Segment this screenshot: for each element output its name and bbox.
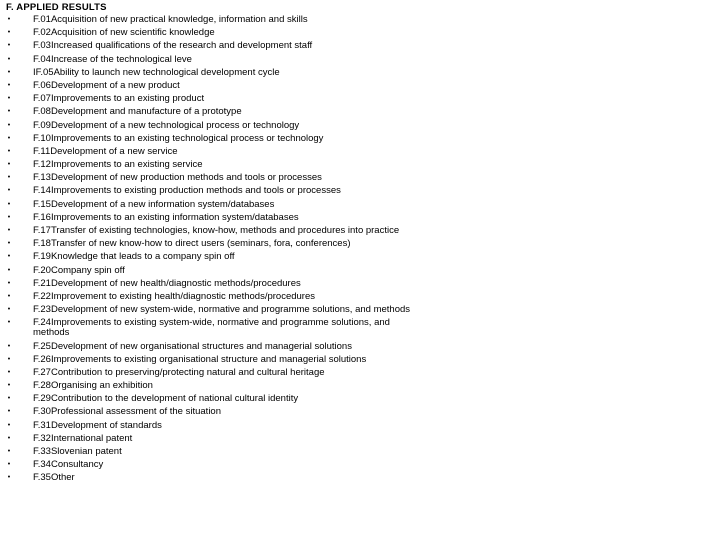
list-item-text: F.22Improvement to existing health/diagnostic methods/procedures [33,290,315,302]
list-item [6,94,425,104]
bullet-icon: • [7,55,11,63]
list-item-text: F.11Development of a new service [33,145,178,157]
bullet-icon: • [7,342,11,350]
bullet-icon: • [7,147,11,155]
list-item-text: F.01Acquisition of new practical knowledge, information and skills [33,14,308,25]
list-item [6,239,425,249]
list-item-text: F.18Transfer of new know-how to direct users (seminars, fora, conferences) [33,238,351,250]
bullet-icon: • [7,292,11,300]
list-item-text: F.19Knowledge that leads to a company spin off [33,251,235,263]
list-item [6,318,425,338]
bullet-icon: • [7,29,11,37]
list-item-text: F.29Contribution to the development of national cultural identity [33,393,299,405]
list-item-text: F.06Development of a new product [33,79,180,91]
bullet-icon: • [7,240,11,248]
bullet-icon: • [7,355,11,363]
list-item [6,305,425,315]
bullet-icon: • [7,474,11,482]
list-item-text: F.26Improvements to existing organisational structure and managerial solutions [33,353,367,365]
bullet-icon: • [7,121,11,129]
list-item-text: F.25Development of new organisational structures and managerial solutions [33,340,352,352]
list-item [6,173,425,183]
list-item [6,381,425,391]
bullet-icon: • [7,266,11,274]
list-item [6,421,425,431]
bullet-icon: • [7,382,11,390]
list-item-text: F.28Organising an exhibition [33,380,153,392]
list-item-text: F.03Increased qualifications of the research and development staff [33,40,313,52]
list-item-text: F.21Development of new health/diagnostic methods/procedures [33,277,301,289]
list-item-text: F.02Acquisition of new scientific knowledge [33,27,215,39]
list-item-text: F.08Development and manufacture of a prototype [33,106,242,118]
list-item [6,134,425,144]
bullet-icon: • [7,174,11,182]
list-item-text: F.13Development of new production methods and tools or processes [33,172,322,184]
list-item-text: F.12Improvements to an existing service [33,159,203,171]
bullet-icon: • [7,108,11,116]
list-item [6,28,425,38]
bullet-icon: • [7,81,11,89]
list-item [6,213,425,223]
list-item [6,147,425,157]
list-item-text: F.24Improvements to existing system-wide, normative and programme solutions, and methods [33,317,390,339]
list-item [6,160,425,170]
list-item [6,460,425,470]
list-item-text: F.33Slovenian patent [33,446,122,457]
list-item [6,266,425,276]
bullet-icon: • [7,421,11,429]
list-item [6,292,425,302]
list-item [6,355,425,365]
list-item-text: F.04Increase of the technological leve [33,53,192,65]
list-item [6,473,425,483]
list-item-text: IF.05Ability to launch new technological development cycle [33,66,280,78]
bullet-icon: • [7,68,11,76]
bullet-icon: • [7,448,11,455]
bullet-icon: • [7,227,11,234]
bullet-icon: • [7,306,11,314]
list-item-text: F.30Professional assessment of the situation [33,406,221,418]
list-item [6,342,425,352]
list-item [6,121,425,131]
list-item [6,226,425,236]
list-item-text: F.09Development of a new technological process or technology [33,119,300,131]
list-item [6,41,425,51]
list-item-text: F.32International patent [33,432,133,444]
applied-results-document [6,2,426,487]
bullet-icon: • [7,319,11,327]
list-item [6,279,425,289]
list-item [6,81,425,91]
list-item-text: F.20Company spin off [33,264,125,276]
page-title: F. APPLIED RESULTS [6,2,107,13]
list-item-text: F.16Improvements to an existing information system/databases [33,211,299,223]
applied-results-list [6,15,426,483]
list-item-text: F.23Development of new system-wide, normative and programme solutions, and methods [33,304,411,316]
bullet-icon: • [7,408,11,416]
bullet-icon: • [7,253,11,261]
list-item-text: F.15Development of a new information system/databases [33,198,275,210]
list-item [6,407,425,417]
bullet-icon: • [7,213,11,221]
bullet-icon: • [7,368,11,376]
list-item [6,186,425,196]
bullet-icon: • [7,461,11,469]
list-item-text: F.35Other [33,472,75,484]
list-item [6,68,425,78]
bullet-icon: • [7,95,11,103]
bullet-icon: • [7,279,11,287]
list-item [6,394,425,404]
list-item [6,447,425,457]
list-item [6,15,425,25]
list-item-text: F.27Contribution to preserving/protecting natural and cultural heritage [33,366,325,378]
list-item-text: F.34Consultancy [33,459,104,471]
bullet-icon: • [7,187,11,195]
list-item [6,55,425,65]
list-item [6,107,425,117]
list-item-text: F.10Improvements to an existing technological process or technology [33,132,324,144]
bullet-icon: • [7,200,11,208]
bullet-icon: • [7,16,11,23]
list-item [6,200,425,210]
list-item-text: F.14Improvements to existing production methods and tools or processes [33,185,341,197]
bullet-icon: • [7,395,11,403]
list-item [6,434,425,444]
list-item-text: F.07Improvements to an existing product [33,93,205,105]
list-item-text: F.31Development of standards [33,419,162,431]
bullet-icon: • [7,161,11,169]
list-item-text: F.17Transfer of existing technologies, know-how, methods and procedures into practice [33,225,400,236]
bullet-icon: • [7,434,11,442]
bullet-icon: • [7,42,11,50]
list-item [6,252,425,262]
bullet-icon: • [7,134,11,142]
list-item [6,368,425,378]
